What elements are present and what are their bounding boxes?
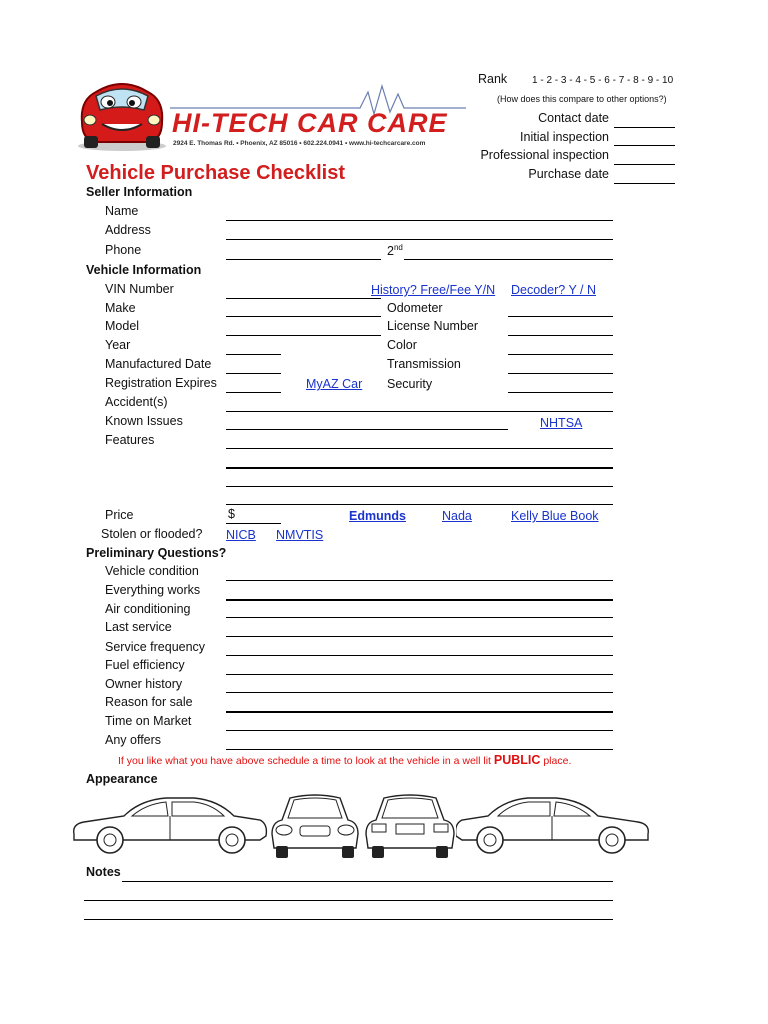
model-field[interactable] [226,335,381,336]
appearance-heading: Appearance [86,772,158,786]
purchase-date-field[interactable] [614,183,675,184]
prelim-field[interactable] [226,674,613,675]
accidents-field[interactable] [226,411,613,412]
prelim-item: Owner history [105,677,183,691]
stolen-label: Stolen or flooded? [101,527,203,541]
manufactured-field[interactable] [226,373,281,374]
nmvtis-link[interactable]: NMVTIS [276,528,324,542]
nhtsa-link[interactable]: NHTSA [540,416,583,430]
edmunds-link[interactable]: Edmunds [349,509,406,523]
vin-label: VIN Number [105,282,174,296]
prelim-item: Everything works [105,583,201,597]
prelim-field[interactable] [226,711,613,713]
prelim-item: Reason for sale [105,695,193,709]
make-field[interactable] [226,316,381,317]
transmission-label: Transmission [387,357,461,371]
prelim-field[interactable] [226,636,613,637]
prelim-field[interactable] [226,580,613,581]
prelim-item: Fuel efficiency [105,658,185,672]
price-label: Price [105,508,134,522]
known-issues-field[interactable] [226,429,508,430]
security-label: Security [387,377,433,391]
year-field[interactable] [226,354,281,355]
prelim-field[interactable] [226,655,613,656]
dollar-sign: $ [228,507,235,521]
professional-inspection-field[interactable] [614,164,675,165]
rank-note: (How does this compare to other options?) [497,94,667,104]
price-field[interactable] [226,523,281,524]
history-link[interactable]: History? Free/Fee Y/N [371,283,496,297]
initial-inspection-field[interactable] [614,145,675,146]
professional-inspection-label: Professional inspection [480,148,609,162]
public-place-note: If you like what you have above schedule a time to look at the vehicle in a well lit PUBLIC place. [118,753,572,767]
year-label: Year [105,338,131,352]
red-car-mascot-icon [72,70,172,152]
rank-scale: 1 - 2 - 3 - 4 - 5 - 6 - 7 - 8 - 9 - 10 [532,75,674,86]
seller-name-field[interactable] [226,220,613,221]
color-field[interactable] [508,354,613,355]
contact-date-field[interactable] [614,127,675,128]
registration-field[interactable] [226,392,281,393]
license-label: License Number [387,319,479,333]
odometer-field[interactable] [508,316,613,317]
features-field-2[interactable] [226,467,613,469]
prelim-item: Last service [105,620,172,634]
notes-field-2[interactable] [84,900,613,901]
car-side-right-icon[interactable] [456,790,652,858]
features-field-4[interactable] [226,504,613,505]
prelim-item: Service frequency [105,640,206,654]
prelim-item: Vehicle condition [105,564,199,578]
initial-inspection-label: Initial inspection [520,130,609,144]
model-label: Model [105,319,140,333]
security-field[interactable] [508,392,613,393]
prelim-field[interactable] [226,730,613,731]
prelim-field[interactable] [226,617,613,618]
seller-name-label: Name [105,204,139,218]
accidents-label: Accident(s) [105,395,168,409]
vin-field[interactable] [226,298,381,299]
color-label: Color [387,338,417,352]
prelim-item: Air conditioning [105,602,191,616]
car-front-icon[interactable] [268,790,362,860]
transmission-field[interactable] [508,373,613,374]
second-phone-field[interactable] [404,259,613,260]
company-address: 2924 E. Thomas Rd. • Phoenix, AZ 85016 • 602.224.0941 • www.hi-techcarcare.com [173,140,426,147]
contact-date-label: Contact date [538,111,609,125]
make-label: Make [105,301,136,315]
prelim-item: Any offers [105,733,162,747]
odometer-label: Odometer [387,301,443,315]
prelim-item: Time on Market [105,714,192,728]
features-field-3[interactable] [226,486,613,487]
prelim-field[interactable] [226,692,613,693]
car-side-left-icon[interactable] [70,790,270,858]
features-field-1[interactable] [226,448,613,449]
prelim-field[interactable] [226,599,613,601]
nada-link[interactable]: Nada [442,509,472,523]
vehicle-heading: Vehicle Information [86,263,202,277]
company-name: HI-TECH CAR CARE [172,108,448,138]
seller-phone-label: Phone [105,243,142,257]
nicb-link[interactable]: NICB [226,528,256,542]
seller-phone-field[interactable] [226,259,381,260]
prelim-heading: Preliminary Questions? [86,546,227,560]
page-title: Vehicle Purchase Checklist [86,162,346,184]
second-phone-label: 2nd [387,243,403,259]
notes-field-1[interactable] [122,881,613,882]
seller-address-label: Address [105,223,151,237]
notes-field-3[interactable] [84,919,613,920]
registration-label: Registration Expires [105,376,217,390]
notes-label: Notes [86,865,121,879]
rank-label: Rank [478,72,508,86]
prelim-field[interactable] [226,749,613,750]
purchase-date-label: Purchase date [528,167,609,181]
license-field[interactable] [508,335,613,336]
decoder-link[interactable]: Decoder? Y / N [511,283,597,297]
features-label: Features [105,433,155,447]
kbb-link[interactable]: Kelly Blue Book [511,509,599,523]
myaz-link[interactable]: MyAZ Car [306,377,363,391]
seller-address-field[interactable] [226,239,613,240]
seller-heading: Seller Information [86,185,193,199]
car-rear-icon[interactable] [364,790,456,860]
manufactured-label: Manufactured Date [105,357,212,371]
known-issues-label: Known Issues [105,414,183,428]
